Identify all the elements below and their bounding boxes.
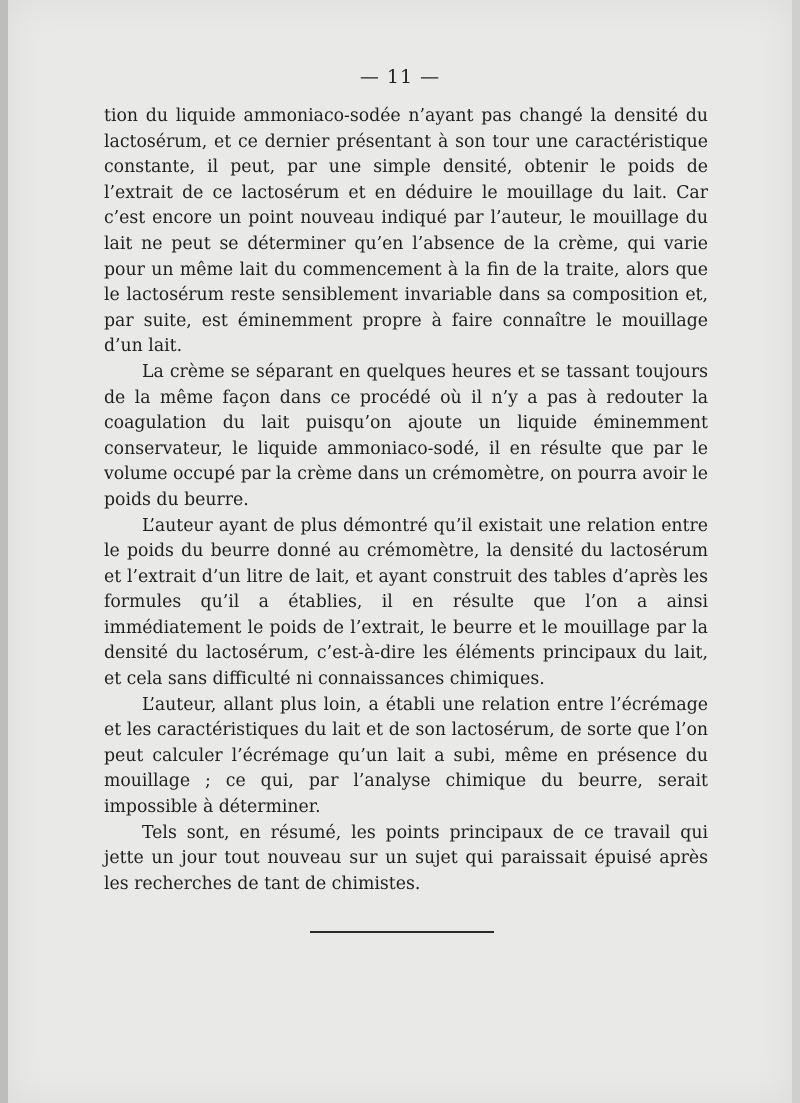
paragraph-2: La crème se séparant en quelques heures et se tassant toujours de la même façon dans ce procédé où il n’y a pas à redouter la coagulation du lait puisqu’on ajoute un liquide éminemment conservateur, le liquide ammoniaco-sodé, il en résulte que par le volume occupé par la crème dans un crémomètre, on pourra avoir le poids du beurre. <box>104 361 708 510</box>
paragraph-4: L’auteur, allant plus loin, a établi une relation entre l’écrémage et les caractéristiques du lait et de son lactosérum, de sorte que l’on peut calculer l’écrémage qu’un lait a subi, même en présence du mouillage ; ce qui, par l’analyse chimique du beurre, serait impossible à déterminer. <box>104 694 708 818</box>
book-page <box>8 0 792 1103</box>
body-text <box>104 104 708 897</box>
paragraph-5: Tels sont, en résumé, les points principaux de ce travail qui jette un jour tout nouveau sur un sujet qui paraissait épuisé après les recherches de tant de chimistes. <box>104 822 708 894</box>
scan-edge <box>0 0 8 1103</box>
paragraph-3: L’auteur ayant de plus démontré qu’il existait une relation entre le poids du beurre donné au crémomètre, la densité du lactosérum et l’extrait d’un litre de lait, et ayant construit des tables d’après les formules qu’il a établies, il en résulte que l’on a ainsi immédiatement le poids de l’extrait, le beurre et le mouillage par la densité du lactosérum, c’est-à-dire les éléments principaux du lait, et cela sans difficulté ni connaissances chimiques. <box>104 515 708 690</box>
page-number: — 11 — <box>359 66 441 88</box>
section-divider <box>310 931 494 933</box>
paragraph-1: tion du liquide ammoniaco-sodée n’ayant pas changé la densité du lactosérum, et ce dernier présentant à son tour une caractéristique constante, il peut, par une simple densité, obtenir le poids de l’extrait de ce lactosérum et en déduire le mouillage du lait. Car c’est encore un point nouveau indiqué par l’auteur, le mouillage du lait ne peut se déterminer qu’en l’absence de la crème, qui varie pour un même lait du commencement à la fin de la traite, alors que le lactosérum reste sensiblement invariable dans sa composition et, par suite, est éminemment propre à faire connaître le mouillage d’un lait. <box>104 106 708 357</box>
